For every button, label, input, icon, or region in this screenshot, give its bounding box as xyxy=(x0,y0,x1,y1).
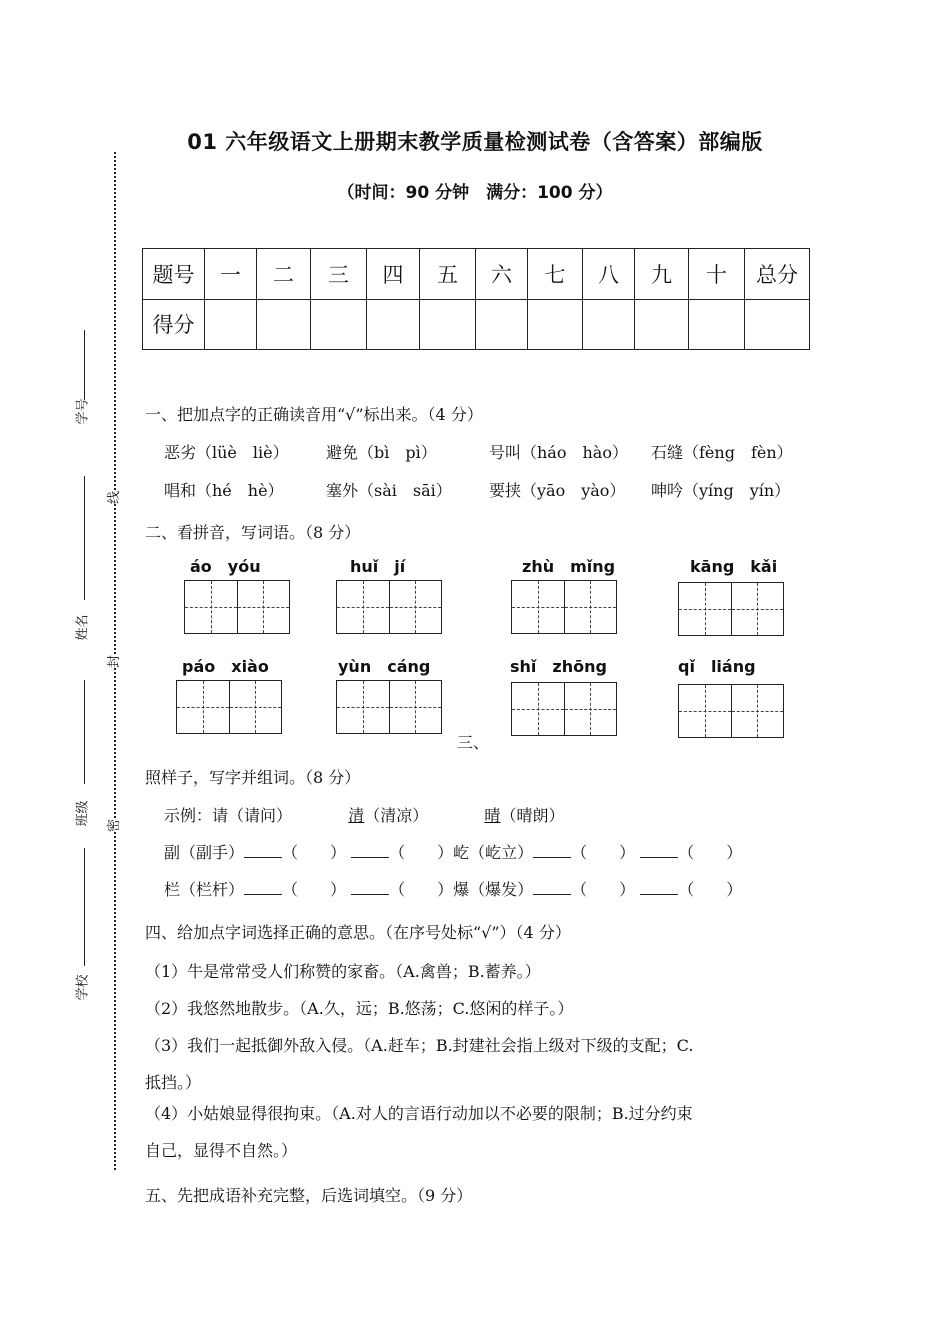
q3-example-word: （晴朗） xyxy=(500,806,565,825)
score-cell[interactable] xyxy=(367,299,420,350)
pinyin-label: shǐ zhōng xyxy=(510,657,607,676)
q4-item[interactable]: （1）牛是常常受人们称赞的家畜。（A.禽兽；B.蓄养。） xyxy=(145,962,541,981)
q1-item[interactable]: 石缝（fèng fèn） xyxy=(651,443,793,462)
class-blank[interactable] xyxy=(84,680,85,784)
answer-paren[interactable]: （ ） xyxy=(282,880,347,899)
score-cell[interactable] xyxy=(420,299,476,350)
writing-grid[interactable] xyxy=(678,684,784,738)
table-header-cell: 十 xyxy=(689,249,745,300)
q3-given-word: 爆（爆发） xyxy=(453,880,534,899)
q3-given-word: 副（副手） xyxy=(164,843,245,862)
table-header-cell: 三 xyxy=(311,249,367,300)
page-title: 01 六年级语文上册期末教学质量检测试卷（含答案）部编版 xyxy=(187,130,763,154)
score-cell[interactable] xyxy=(476,299,528,350)
pinyin-label: qǐ liáng xyxy=(678,657,756,676)
seal-char-secret: 密 xyxy=(103,819,122,832)
answer-paren[interactable]: （ ） xyxy=(678,843,743,862)
answer-blank[interactable] xyxy=(533,843,571,858)
q4-item-continued[interactable]: 自己，显得不自然。） xyxy=(145,1141,298,1160)
student-id-blank[interactable] xyxy=(84,330,85,400)
answer-paren[interactable]: （ ） xyxy=(389,843,454,862)
q3-example-char: 晴 xyxy=(484,806,501,825)
q3-row xyxy=(164,877,742,900)
table-header-cell: 八 xyxy=(583,249,635,300)
score-cell[interactable] xyxy=(745,299,810,350)
answer-paren[interactable]: （ ） xyxy=(678,880,743,899)
q4-item[interactable]: （2）我悠然地散步。（A.久，远；B.悠荡；C.悠闲的样子。） xyxy=(145,999,574,1018)
score-cell[interactable] xyxy=(528,299,583,350)
table-header-cell: 四 xyxy=(367,249,420,300)
writing-grid[interactable] xyxy=(511,682,617,736)
writing-grid[interactable] xyxy=(184,580,290,634)
name-label: 姓名 xyxy=(75,614,91,641)
table-header-cell: 二 xyxy=(257,249,311,300)
q1-heading: 一、把加点字的正确读音用“√”标出来。（4 分） xyxy=(145,405,483,424)
answer-blank[interactable] xyxy=(640,880,678,895)
score-table xyxy=(142,248,810,350)
score-cell[interactable] xyxy=(635,299,689,350)
q1-item[interactable]: 要挟（yāo yào） xyxy=(489,481,626,500)
name-blank[interactable] xyxy=(84,476,85,600)
pinyin-label: áo yóu xyxy=(190,557,261,576)
writing-grid[interactable] xyxy=(336,580,442,634)
school-blank[interactable] xyxy=(84,848,85,966)
q1-item[interactable]: 塞外（sài sāi） xyxy=(326,481,452,500)
q1-item[interactable]: 号叫（háo hào） xyxy=(489,443,628,462)
exam-info: （时间：90 分钟 满分：100 分） xyxy=(337,183,613,203)
pinyin-label: páo xiào xyxy=(182,657,269,676)
seal-char-seal: 封 xyxy=(103,655,122,668)
q3-given-word: 屹（屹立） xyxy=(453,843,534,862)
writing-grid[interactable] xyxy=(336,680,442,734)
answer-paren[interactable]: （ ） xyxy=(282,843,347,862)
score-cell[interactable] xyxy=(205,299,257,350)
q3-example xyxy=(164,803,564,826)
score-cell[interactable] xyxy=(689,299,745,350)
q5-heading: 五、先把成语补充完整，后选词填空。（9 分） xyxy=(145,1186,473,1205)
q3-number: 三、 xyxy=(457,733,490,752)
writing-grid[interactable] xyxy=(176,680,282,734)
q4-item-continued[interactable]: 抵挡。） xyxy=(145,1073,202,1092)
answer-blank[interactable] xyxy=(351,843,389,858)
table-header-cell: 总分 xyxy=(745,249,810,300)
pinyin-label: zhù mǐng xyxy=(522,557,616,576)
table-header-cell: 九 xyxy=(635,249,689,300)
q4-heading: 四、给加点字词选择正确的意思。（在序号处标“√”）（4 分） xyxy=(145,923,571,942)
answer-blank[interactable] xyxy=(244,843,282,858)
pinyin-label: yùn cáng xyxy=(338,657,431,676)
table-header-cell: 六 xyxy=(476,249,528,300)
q4-item[interactable]: （3）我们一起抵御外敌入侵。（A.赶车；B.封建社会指上级对下级的支配；C. xyxy=(145,1036,694,1055)
q4-item[interactable]: （4）小姑娘显得很拘束。（A.对人的言语行动加以不必要的限制；B.过分约束 xyxy=(145,1104,693,1123)
answer-paren[interactable]: （ ） xyxy=(571,880,636,899)
q1-item[interactable]: 避免（bì pì） xyxy=(326,443,437,462)
q2-heading: 二、看拼音，写词语。（8 分） xyxy=(145,523,361,542)
seal-char-line: 线 xyxy=(103,491,122,504)
answer-blank[interactable] xyxy=(244,880,282,895)
q3-given-word: 栏（栏杆） xyxy=(164,880,245,899)
score-cell[interactable] xyxy=(311,299,367,350)
q3-example-word: （清凉） xyxy=(364,806,429,825)
table-header-cell: 七 xyxy=(528,249,583,300)
class-label: 班级 xyxy=(75,800,91,827)
pinyin-label: huǐ jí xyxy=(350,557,406,576)
pinyin-label: kāng kǎi xyxy=(690,557,778,576)
table-header-cell: 五 xyxy=(420,249,476,300)
q3-example-char: 清 xyxy=(348,806,365,825)
score-cell[interactable] xyxy=(257,299,311,350)
school-label: 学校 xyxy=(75,974,91,1001)
q3-example-label: 示例：请（请问） xyxy=(164,806,293,825)
q1-item[interactable]: 恶劣（lüè liè） xyxy=(164,443,289,462)
answer-blank[interactable] xyxy=(351,880,389,895)
writing-grid[interactable] xyxy=(511,580,617,634)
q1-item[interactable]: 唱和（hé hè） xyxy=(164,481,284,500)
q3-heading: 照样子，写字并组词。（8 分） xyxy=(145,768,361,787)
writing-grid[interactable] xyxy=(678,582,784,636)
answer-blank[interactable] xyxy=(640,843,678,858)
student-id-label: 学号 xyxy=(75,398,91,425)
score-cell[interactable] xyxy=(583,299,635,350)
score-row-label: 得分 xyxy=(143,299,205,350)
table-header-cell: 一 xyxy=(205,249,257,300)
q1-item[interactable]: 呻吟（yíng yín） xyxy=(651,481,791,500)
answer-blank[interactable] xyxy=(533,880,571,895)
q3-row xyxy=(164,840,742,863)
answer-paren[interactable]: （ ） xyxy=(389,880,454,899)
answer-paren[interactable]: （ ） xyxy=(571,843,636,862)
table-header-cell: 题号 xyxy=(143,249,205,300)
